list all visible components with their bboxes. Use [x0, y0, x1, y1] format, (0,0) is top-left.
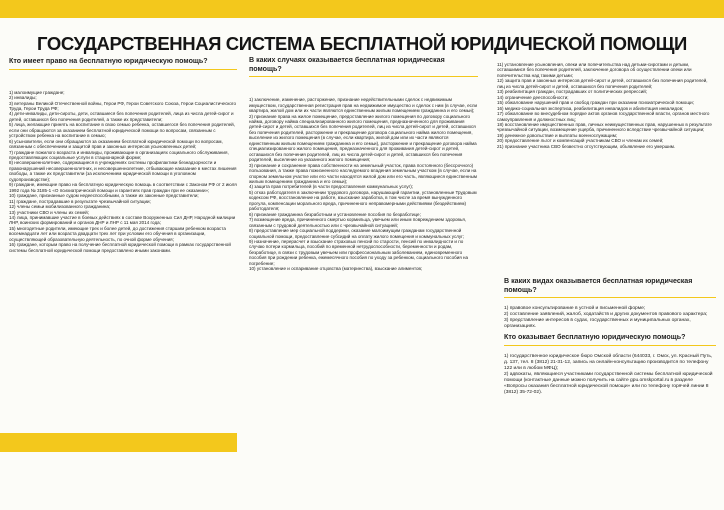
cases-list [249, 97, 478, 272]
column-cases-continued [497, 62, 716, 149]
case-item: 15) обжалование нарушений прав и свобод граждан при оказании психиатрической помощи; [497, 100, 694, 106]
eligibility-item: 6) усыновители, если они обращаются за оказанием бесплатной юридической помощи по вопросам, связанным с обеспечением и защитой прав и законных интересов усыновленных детей; [9, 138, 223, 150]
eligibility-item: 12) члены семьи мобилизованного гражданина; [9, 204, 111, 210]
case-item: 12) защита прав и законных интересов детей-сирот и детей, оставшихся без попечения родителей, лиц из числа детей-сирот и детей, оставшихся без попечения родителей; [497, 78, 708, 89]
case-item: 10) установление и оспаривание отцовства (материнства), взыскание алиментов; [249, 266, 423, 272]
case-item: 21) признание участника СВО безвестно отсутствующим, объявление его умершим. [497, 143, 676, 149]
bottom-left-yellow-strip [0, 433, 237, 452]
eligibility-item: 3) ветераны Великой Отечественной войны, Герои РФ, Герои Советского Союза, Герои Социалистического Труда, Герои Труда РФ; [9, 100, 237, 111]
kinds-section [504, 277, 716, 331]
case-item: 13) реабилитация граждан, пострадавших от политических репрессий; [497, 89, 648, 95]
page-title: ГОСУДАРСТВЕННАЯ СИСТЕМА БЕСПЛАТНОЙ ЮРИДИЧЕСКОЙ ПОМОЩИ [37, 33, 687, 54]
kind-item: 3) представление интересов в судах, государственных и муниципальных органах, организациях. [504, 318, 691, 330]
case-item: 17) обжалование во внесудебном порядке актов органов государственной власти, органов местного самоуправления и должностных лиц; [497, 111, 710, 122]
top-yellow-bar [0, 0, 724, 18]
eligibility-item: 13) участники СВО и члены их семей; [9, 209, 89, 215]
case-item: 9) назначение, перерасчет и взыскание страховых пенсий по старости, пенсий по инвалидности и по случаю потери кормильца, пособий по временной нетрудоспособности, беременности и родам, безработице, в связи с трудовым увечьем или профессиональным заболеванием, единовременного пособия при рождении ребенка, ежемесячного пособия по уходу за ребенком, социального пособия на погребение; [249, 238, 469, 266]
eligibility-item: 15) многодетные родители, имеющие трех и более детей, до достижения старшим ребенком возраста восемнадцати лет или возраста двадцати трех лет при условии его обучения в организации, осуществляющей образовательную деятельность, по очной форме обучения; [9, 225, 226, 242]
eligibility-item: 14) лица, принимавшие участие в боевых действиях в составе Вооруженных Сил ДНР, Народной милиции ЛНР, воинских формирований и органов ДНР и ЛНР с 11 мая 2014 года; [9, 215, 236, 226]
case-item: 7) возмещение вреда, причиненного смертью кормильца, увечьем или иным повреждением здоровья, связанным с трудовой деятельностью или с чрезвычайной ситуацией; [249, 217, 467, 228]
eligibility-heading: Кто имеет право на бесплатную юридическую помощь? [9, 57, 237, 70]
column-eligibility [9, 57, 237, 253]
case-item: 6) признание гражданина безработным и установление пособия по безработице; [249, 211, 421, 217]
case-item: 18) восстановление имущественных прав, личных неимущественных прав, нарушенных в результате чрезвычайной ситуации, возмещение ущерба, причиненного вследствие чрезвычайной ситуации; [497, 121, 712, 133]
case-item: 11) установление усыновления, опеки или попечительства над детьми-сиротами и детьми, оставшимися без попечения родителей, заключение договора об осуществлении опеки или попечительства над такими детьми; [497, 62, 692, 78]
case-item: 16) медико-социальная экспертиза, реабилитация инвалидов и абилитация инвалидов; [497, 105, 684, 111]
case-item: 2) признание права на жилое помещение, предоставление жилого помещения по договору социального найма, договору найма специализированного жилого помещения, предназначенного для проживания детей-сирот и детей, оставшихся без попечения родителей, лиц из числа детей-сирот и детей, оставшихся без попечения родителей, расторжение и прекращение договора социального найма жилого помещения, выселение из жилого помещения (в случае, если квартира, жилой дом или их части являются единственным жилым помещением гражданина и его семьи), расторжение и прекращение договора найма специализированного жилого помещения, предназначенного для проживания детей-сирот и детей, оставшихся без попечения родителей, лиц из числа детей-сирот и детей, оставшихся без попечения родителей, выселение из указанного жилого помещения; [249, 113, 477, 163]
column-cases [249, 56, 478, 272]
eligibility-item: 1) малоимущие граждане; [9, 89, 65, 95]
eligibility-item: 2) инвалиды; [9, 95, 37, 101]
case-item: 3) признание и сохранение права собственности на земельный участок, права постоянного (бессрочного) пользования, а также права пожизненного наследуемого владения земельным участком (в случае, если на спорном земельном участке или его части находятся жилой дом или его часть, являющиеся единственным жилым помещением гражданина и его семьи); [249, 162, 477, 184]
eligibility-item: 4) дети-инвалиды, дети-сироты, дети, оставшиеся без попечения родителей, лица из числа детей-сирот и детей, оставшихся без попечения родителей, а также их представители; [9, 111, 234, 122]
eligibility-item: 7) граждане пожилого возраста и инвалиды, проживающие в организациях социального обслуживания, предоставляющих социальные услуги в стационарной форме; [9, 149, 229, 161]
kinds-list [504, 306, 716, 330]
cases-heading: В каких случаях оказывается бесплатная юридическая помощь? [249, 56, 478, 77]
providers-section [504, 333, 716, 396]
eligibility-item: 5) лица, желающие принять на воспитание в свою семью ребенка, оставшегося без попечения родителей, если они обращаются за оказанием бесплатной юридической помощи по вопросам, связанным с устройством ребенка на воспитание в семью; [9, 122, 235, 139]
case-item: 14) ограничение дееспособности; [497, 94, 569, 100]
case-item: 8) предоставление мер социальной поддержки, оказание малоимущим гражданам государственной социальной помощи, предоставление субсидий на оплату жилого помещения и коммунальных услуг; [249, 228, 465, 239]
cases-list-continued [497, 62, 716, 149]
kind-item: 2) составление заявлений, жалоб, ходатайств и других документов правового характера; [504, 312, 708, 318]
eligibility-item: 9) граждане, имеющие право на бесплатную юридическую помощь в соответствии с Законом РФ от 2 июля 1992 года № 3185-1 «О психиатрической помощи и гарантиях прав граждан при ее оказании»; [9, 182, 237, 193]
eligibility-list [9, 90, 237, 254]
case-item: 20) предоставление льгот и компенсаций участникам СВО и членам их семей; [497, 138, 664, 144]
eligibility-item: 10) граждане, признанные судом недееспособными, а также их законные представители; [9, 193, 199, 199]
case-item: 19) денежное довольствие и выплаты военнослужащим; [497, 132, 618, 138]
providers-list [504, 354, 716, 397]
kind-item: 1) правовое консультирование в устной и письменной форме; [504, 306, 646, 312]
eligibility-item: 11) граждане, пострадавшие в результате чрезвычайной ситуации; [9, 198, 151, 204]
providers-heading: Кто оказывает бесплатную юридическую помощь? [504, 333, 716, 346]
kinds-heading: В каких видах оказывается бесплатная юридическая помощь? [504, 277, 716, 298]
provider-item: 2) адвокаты, являющиеся участниками государственной системы бесплатной юридической помощи (контактные данные можно получить на сайте gpu.omskportal.ru в разделе «Вопросы оказания бесплатной юридической помощи» или по телефону горячей линии 8 (3812) 35-72-02). [504, 371, 713, 396]
case-item: 4) защита прав потребителей (в части предоставления коммунальных услуг); [249, 184, 414, 190]
provider-item: 1) государственное юридическое бюро Омской области (644033, г. Омск, ул. Красный Путь, д. 137, тел. 8 (3812) 21-31-12, запись на онлайн-консультацию производится по телефону 122 или в любом МФЦ); [504, 353, 713, 371]
case-item: 1) заключение, изменение, расторжение, признание недействительными сделок с недвижимым имуществом, государственная регистрация прав на недвижимое имущество и сделок с ним (в случае, если квартира, жилой дом или их части являются единственным жилым помещением гражданина и его семьи); [249, 97, 478, 114]
eligibility-item: 8) несовершеннолетние, содержащиеся в учреждениях системы профилактики безнадзорности и правонарушений несовершеннолетних, и несовершеннолетние, отбывающие наказание в местах лишения свободы, а также их представители (за исключением юридической помощи в уголовном судопроизводстве); [9, 160, 237, 182]
case-item: 5) отказ работодателя в заключении трудового договора, нарушающий гарантии, установленные Трудовым кодексом РФ, восстановление на работе, взыскание заработка, в том числе за время вынужденного прогула, компенсации морального вреда, причиненного неправомерными действиями (бездействием) работодателя; [249, 189, 477, 212]
eligibility-item: 16) граждане, которым право на получение бесплатной юридической помощи в рамках государственной системы бесплатной юридической помощи предоставлено иными законами. [9, 242, 231, 253]
